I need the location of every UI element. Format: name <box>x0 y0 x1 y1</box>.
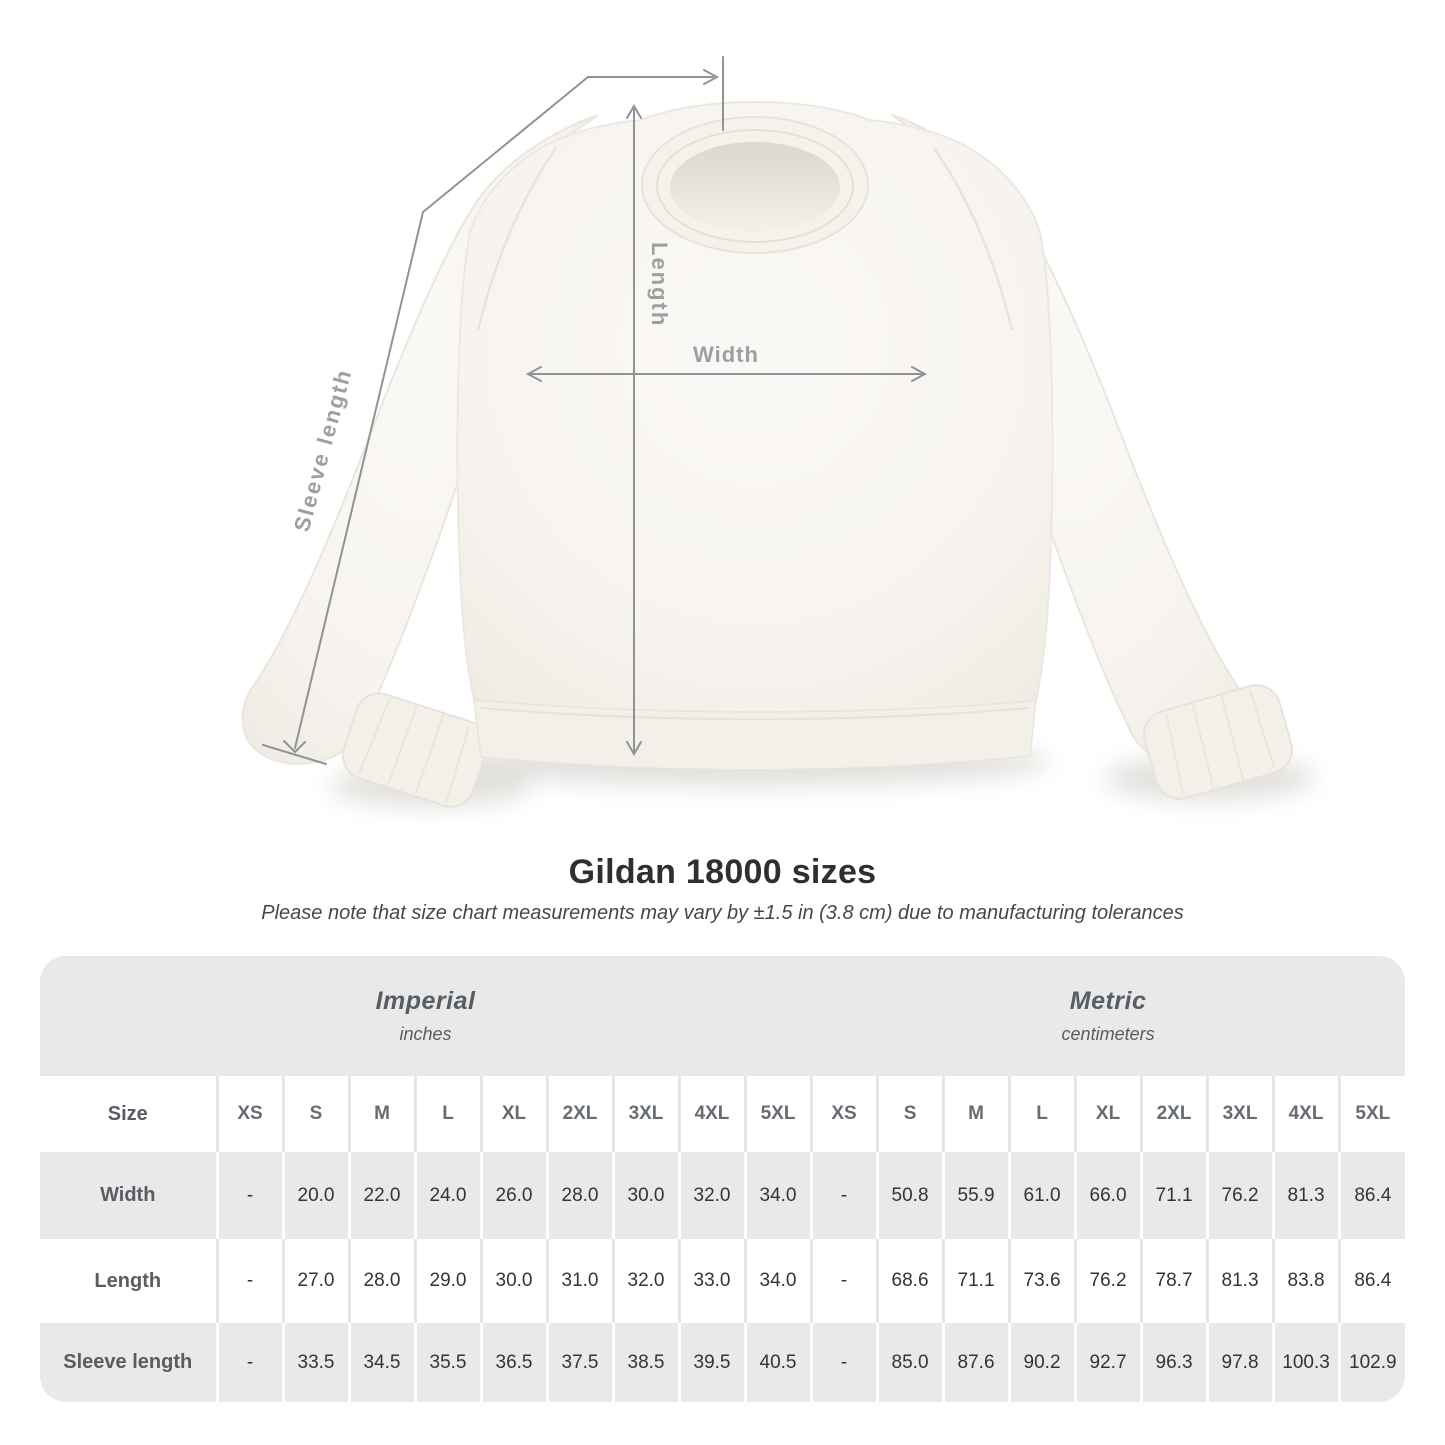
size-header-cell: M <box>349 1076 415 1152</box>
value-cell: 39.5 <box>679 1323 745 1402</box>
table-row <box>40 1323 1405 1402</box>
imperial-section-header <box>40 956 811 1076</box>
size-header-cell: 3XL <box>613 1076 679 1152</box>
imperial-unit: inches <box>399 1024 452 1044</box>
value-cell: 35.5 <box>415 1323 481 1402</box>
value-cell: 78.7 <box>1141 1239 1207 1323</box>
value-cell: 50.8 <box>877 1152 943 1239</box>
value-cell: 38.5 <box>613 1323 679 1402</box>
width-label: Width <box>693 342 759 367</box>
size-table <box>40 956 1405 1402</box>
value-cell: 34.0 <box>745 1239 811 1323</box>
value-cell: 55.9 <box>943 1152 1009 1239</box>
value-cell: 90.2 <box>1009 1323 1075 1402</box>
table-row <box>40 1239 1405 1323</box>
value-cell: 27.0 <box>283 1239 349 1323</box>
value-cell: 28.0 <box>349 1239 415 1323</box>
value-cell: 73.6 <box>1009 1239 1075 1323</box>
collar <box>642 117 868 253</box>
size-column-header: Size <box>40 1076 217 1152</box>
size-header-cell: XL <box>481 1076 547 1152</box>
value-cell: 100.3 <box>1273 1323 1339 1402</box>
value-cell: 83.8 <box>1273 1239 1339 1323</box>
size-header-cell: 3XL <box>1207 1076 1273 1152</box>
value-cell: 32.0 <box>679 1152 745 1239</box>
sweatshirt-graphic <box>243 102 1298 813</box>
value-cell: - <box>811 1323 877 1402</box>
metric-title: Metric <box>1069 987 1147 1015</box>
size-header-cell: L <box>415 1076 481 1152</box>
value-cell: - <box>811 1152 877 1239</box>
page-title: Gildan 18000 sizes <box>568 853 877 891</box>
size-header-cell: XL <box>1075 1076 1141 1152</box>
value-cell: 33.5 <box>283 1323 349 1402</box>
value-cell: 81.3 <box>1207 1239 1273 1323</box>
value-cell: 26.0 <box>481 1152 547 1239</box>
size-header-cell: XS <box>217 1076 283 1152</box>
value-cell: 92.7 <box>1075 1323 1141 1402</box>
value-cell: 29.0 <box>415 1239 481 1323</box>
value-cell: 37.5 <box>547 1323 613 1402</box>
value-cell: 87.6 <box>943 1323 1009 1402</box>
size-header-cell: 5XL <box>1339 1076 1405 1152</box>
value-cell: 28.0 <box>547 1152 613 1239</box>
value-cell: 96.3 <box>1141 1323 1207 1402</box>
size-header-cell: 5XL <box>745 1076 811 1152</box>
row-label: Length <box>40 1239 217 1323</box>
size-header-cell: L <box>1009 1076 1075 1152</box>
value-cell: 20.0 <box>283 1152 349 1239</box>
value-cell: - <box>217 1239 283 1323</box>
value-cell: 81.3 <box>1273 1152 1339 1239</box>
value-cell: 31.0 <box>547 1239 613 1323</box>
row-label: Width <box>40 1152 217 1239</box>
size-header-row <box>40 1076 1405 1152</box>
value-cell: 76.2 <box>1075 1239 1141 1323</box>
size-header-cell: 4XL <box>1273 1076 1339 1152</box>
value-cell: 33.0 <box>679 1239 745 1323</box>
value-cell: 85.0 <box>877 1323 943 1402</box>
value-cell: 40.5 <box>745 1323 811 1402</box>
value-cell: 71.1 <box>943 1239 1009 1323</box>
value-cell: 76.2 <box>1207 1152 1273 1239</box>
size-header-cell: S <box>877 1076 943 1152</box>
tolerance-note: Please note that size chart measurements may vary by ±1.5 in (3.8 cm) due to manufacturing tolerances <box>261 902 1184 924</box>
metric-unit: centimeters <box>1061 1024 1155 1044</box>
size-header-cell: XS <box>811 1076 877 1152</box>
size-table-container <box>40 956 1405 1402</box>
size-header-cell: M <box>943 1076 1009 1152</box>
value-cell: 36.5 <box>481 1323 547 1402</box>
table-row <box>40 1152 1405 1239</box>
value-cell: 34.5 <box>349 1323 415 1402</box>
unit-band-row <box>40 956 1405 1076</box>
metric-section-header <box>811 956 1405 1076</box>
value-cell: 24.0 <box>415 1152 481 1239</box>
value-cell: 86.4 <box>1339 1152 1405 1239</box>
value-cell: 61.0 <box>1009 1152 1075 1239</box>
length-label: Length <box>647 242 672 328</box>
value-cell: 66.0 <box>1075 1152 1141 1239</box>
value-cell: 102.9 <box>1339 1323 1405 1402</box>
imperial-title: Imperial <box>375 987 476 1015</box>
sleeve-length-label: Sleeve length <box>288 365 357 535</box>
size-header-cell: S <box>283 1076 349 1152</box>
value-cell: 97.8 <box>1207 1323 1273 1402</box>
size-header-cell: 2XL <box>547 1076 613 1152</box>
value-cell: 22.0 <box>349 1152 415 1239</box>
value-cell: 30.0 <box>613 1152 679 1239</box>
value-cell: 86.4 <box>1339 1239 1405 1323</box>
value-cell: 32.0 <box>613 1239 679 1323</box>
value-cell: 34.0 <box>745 1152 811 1239</box>
value-cell: - <box>217 1323 283 1402</box>
value-cell: 30.0 <box>481 1239 547 1323</box>
row-label: Sleeve length <box>40 1323 217 1402</box>
title-block <box>0 853 1445 925</box>
size-header-cell: 2XL <box>1141 1076 1207 1152</box>
value-cell: - <box>217 1152 283 1239</box>
value-cell: 68.6 <box>877 1239 943 1323</box>
size-header-cell: 4XL <box>679 1076 745 1152</box>
value-cell: 71.1 <box>1141 1152 1207 1239</box>
value-cell: - <box>811 1239 877 1323</box>
